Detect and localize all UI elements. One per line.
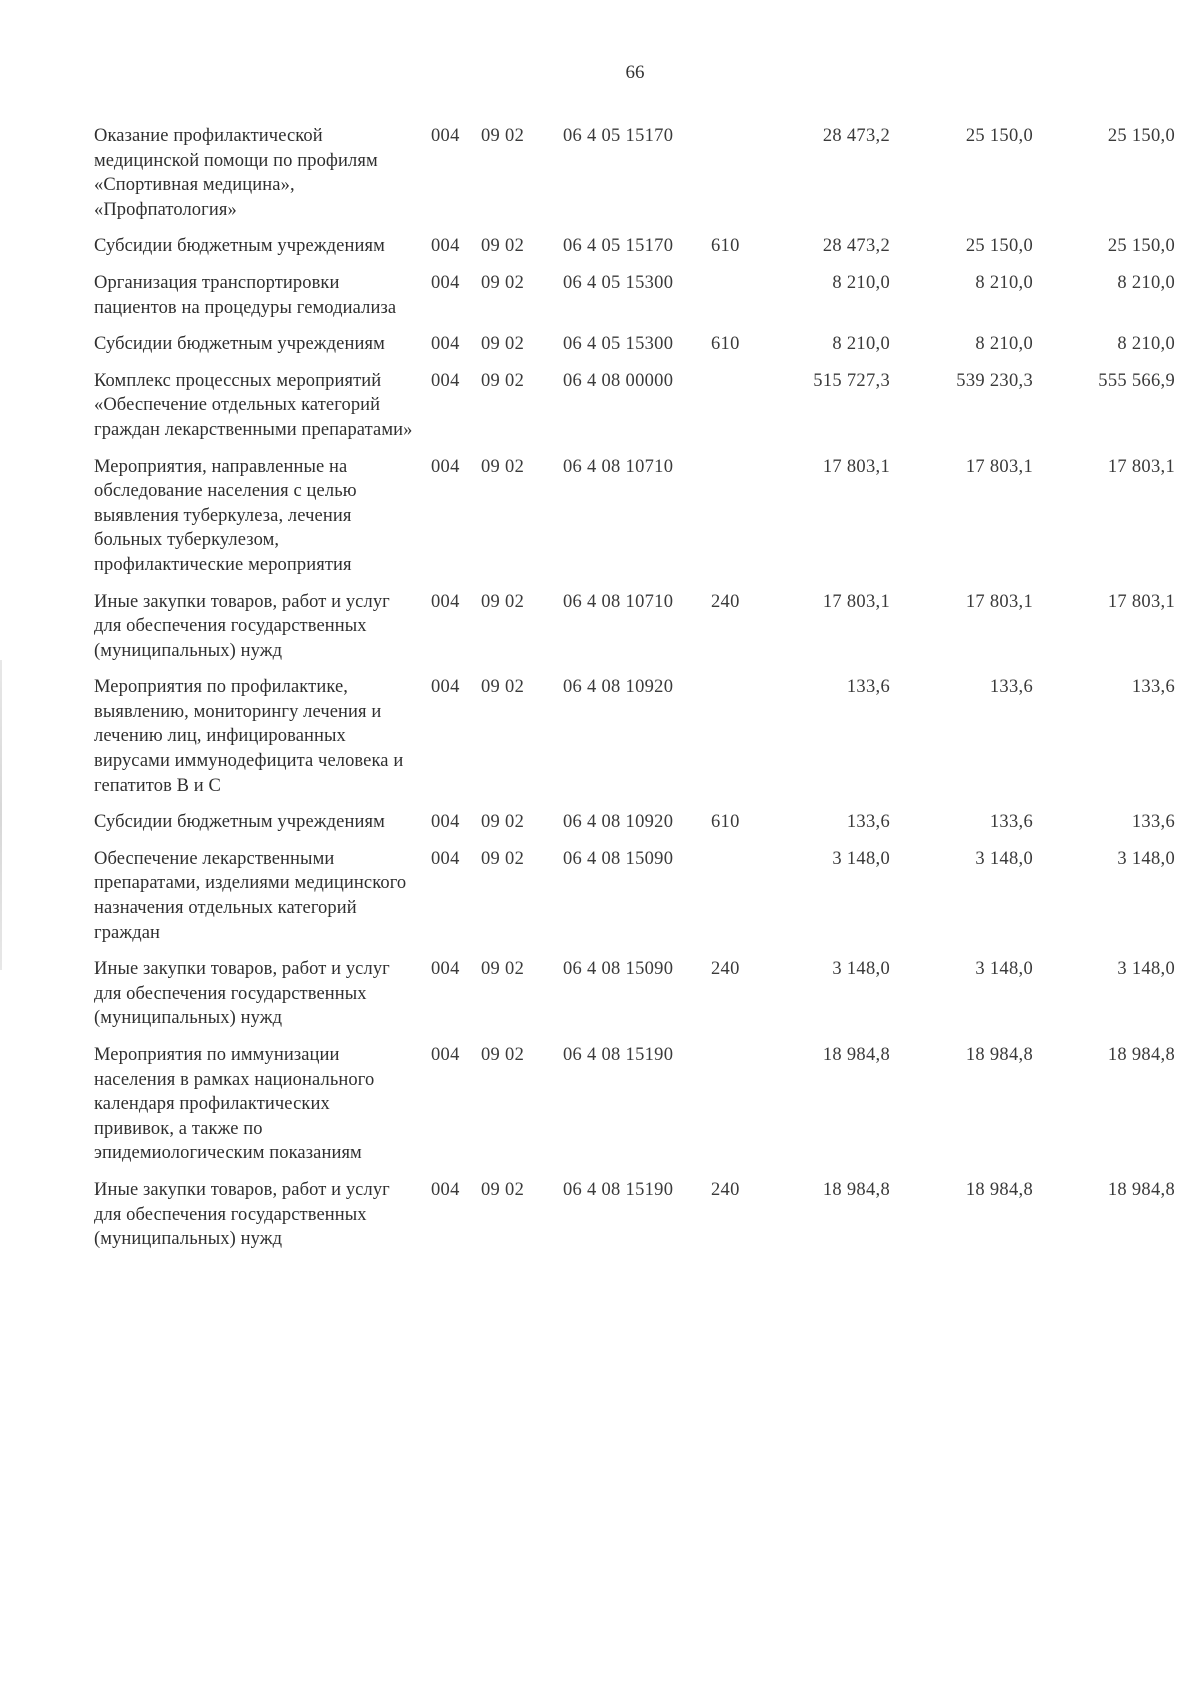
expense-type-code: 610: [711, 812, 740, 833]
ministry-code: 004: [431, 334, 460, 355]
section-code: 09 02: [481, 370, 525, 391]
target-article-code: 06 4 05 15300: [563, 334, 674, 355]
row-description: Иные закупки товаров, работ и услуг для обеспечения государственных (муниципальных) нужд: [94, 1179, 390, 1250]
section-code: 09 02: [481, 1045, 525, 1065]
target-article-code: 06 4 08 10710: [563, 591, 674, 612]
expense-type-code: 240: [711, 591, 740, 612]
section-code: 09 02: [481, 591, 525, 612]
amount-year-1: 133,6: [846, 677, 890, 698]
amount-year-2: 18 984,8: [965, 1045, 1033, 1065]
table-row: [0, 369, 1200, 443]
target-article-code: 06 4 08 10920: [563, 812, 674, 833]
ministry-code: 004: [431, 591, 460, 612]
ministry-code: 004: [431, 236, 460, 257]
expense-type-code: 240: [711, 1179, 740, 1200]
amount-year-2: 539 230,3: [956, 370, 1033, 391]
amount-year-1: 515 727,3: [813, 370, 890, 391]
row-description: Иные закупки товаров, работ и услуг для обеспечения государственных (муниципальных) нужд: [94, 591, 390, 661]
amount-year-1: 17 803,1: [822, 456, 890, 477]
row-description: Организация транспортировки пациентов на процедуры гемодиализа: [94, 272, 397, 318]
table-row: [0, 234, 1200, 259]
amount-year-3: 3 148,0: [1117, 959, 1175, 980]
amount-year-3: 555 566,9: [1098, 370, 1175, 391]
target-article-code: 06 4 08 15090: [563, 959, 674, 980]
amount-year-2: 8 210,0: [975, 272, 1033, 293]
amount-year-2: 25 150,0: [965, 236, 1033, 257]
ministry-code: 004: [431, 1045, 460, 1065]
amount-year-2: 3 148,0: [975, 848, 1033, 869]
section-code: 09 02: [481, 272, 525, 293]
ministry-code: 004: [431, 848, 460, 869]
target-article-code: 06 4 08 10920: [563, 677, 674, 698]
table-row: [0, 455, 1200, 578]
page-number: 66: [625, 62, 645, 83]
section-code: 09 02: [481, 236, 525, 257]
table-row: [0, 810, 1200, 835]
ministry-code: 004: [431, 272, 460, 293]
expense-type-code: 240: [711, 959, 740, 980]
row-description: Комплекс процессных мероприятий «Обеспечение отдельных категорий граждан лекарственными препаратами»: [94, 370, 413, 440]
amount-year-3: 18 984,8: [1107, 1179, 1175, 1200]
target-article-code: 06 4 05 15300: [563, 272, 674, 293]
row-description: Мероприятия по профилактике, выявлению, мониторингу лечения и лечению лиц, инфицированных вирусами иммунодефицита человека и гепатитов B и C: [94, 677, 404, 796]
section-code: 09 02: [481, 959, 525, 980]
ministry-code: 004: [431, 677, 460, 698]
amount-year-3: 8 210,0: [1117, 334, 1175, 355]
table-row: [0, 847, 1200, 945]
expense-type-code: 610: [711, 334, 740, 355]
row-description: Мероприятия, направленные на обследование населения с целью выявления туберкулеза, лечения больных туберкулезом, профилактические мероприятия: [94, 456, 357, 575]
amount-year-1: 8 210,0: [832, 272, 890, 293]
ministry-code: 004: [431, 370, 460, 391]
amount-year-2: 17 803,1: [965, 456, 1033, 477]
amount-year-1: 3 148,0: [832, 959, 890, 980]
target-article-code: 06 4 05 15170: [563, 236, 674, 257]
section-code: 09 02: [481, 126, 525, 146]
row-description: Иные закупки товаров, работ и услуг для обеспечения государственных (муниципальных) нужд: [94, 959, 390, 1029]
section-code: 09 02: [481, 677, 525, 698]
ministry-code: 004: [431, 812, 460, 833]
amount-year-3: 3 148,0: [1117, 848, 1175, 869]
amount-year-2: 133,6: [989, 812, 1033, 833]
row-description: Субсидии бюджетным учреждениям: [94, 334, 385, 355]
amount-year-3: 133,6: [1131, 677, 1175, 698]
amount-year-3: 18 984,8: [1107, 1045, 1175, 1065]
target-article-code: 06 4 08 10710: [563, 456, 674, 477]
table-row: [0, 271, 1200, 320]
amount-year-2: 133,6: [989, 677, 1033, 698]
ministry-code: 004: [431, 1179, 460, 1200]
table-row: [0, 332, 1200, 357]
table-row: [0, 1043, 1200, 1166]
amount-year-3: 25 150,0: [1107, 126, 1175, 146]
amount-year-1: 18 984,8: [822, 1045, 890, 1065]
amount-year-1: 17 803,1: [822, 591, 890, 612]
amount-year-2: 18 984,8: [965, 1179, 1033, 1200]
target-article-code: 06 4 05 15170: [563, 126, 674, 146]
amount-year-3: 133,6: [1131, 812, 1175, 833]
amount-year-2: 25 150,0: [965, 126, 1033, 146]
section-code: 09 02: [481, 456, 525, 477]
table-row: [0, 124, 1200, 222]
section-code: 09 02: [481, 848, 525, 869]
row-description: Субсидии бюджетным учреждениям: [94, 236, 385, 257]
table-row: [0, 957, 1200, 1031]
target-article-code: 06 4 08 15190: [563, 1045, 674, 1065]
amount-year-2: 8 210,0: [975, 334, 1033, 355]
expense-type-code: 610: [711, 236, 740, 257]
ministry-code: 004: [431, 456, 460, 477]
amount-year-1: 28 473,2: [822, 126, 890, 146]
amount-year-1: 28 473,2: [822, 236, 890, 257]
section-code: 09 02: [481, 334, 525, 355]
amount-year-2: 17 803,1: [965, 591, 1033, 612]
target-article-code: 06 4 08 15090: [563, 848, 674, 869]
row-description: Мероприятия по иммунизации населения в рамках национального календаря профилактических прививок, а также по эпидемиологическим показаниям: [94, 1045, 375, 1164]
table-row: [0, 1178, 1200, 1252]
amount-year-3: 17 803,1: [1107, 591, 1175, 612]
section-code: 09 02: [481, 812, 525, 833]
target-article-code: 06 4 08 00000: [563, 370, 674, 391]
ministry-code: 004: [431, 959, 460, 980]
target-article-code: 06 4 08 15190: [563, 1179, 674, 1200]
amount-year-1: 8 210,0: [832, 334, 890, 355]
amount-year-2: 3 148,0: [975, 959, 1033, 980]
ministry-code: 004: [431, 126, 460, 146]
row-description: Субсидии бюджетным учреждениям: [94, 812, 385, 833]
row-description: Оказание профилактической медицинской помощи по профилям «Спортивная медицина», «Профпатология»: [94, 126, 378, 220]
section-code: 09 02: [481, 1179, 525, 1200]
amount-year-1: 3 148,0: [832, 848, 890, 869]
table-row: [0, 675, 1200, 798]
amount-year-3: 8 210,0: [1117, 272, 1175, 293]
table-row: [0, 590, 1200, 664]
amount-year-1: 133,6: [846, 812, 890, 833]
amount-year-3: 17 803,1: [1107, 456, 1175, 477]
amount-year-1: 18 984,8: [822, 1179, 890, 1200]
row-description: Обеспечение лекарственными препаратами, изделиями медицинского назначения отдельных категорий граждан: [94, 848, 407, 943]
budget-table: [0, 124, 1200, 1264]
amount-year-3: 25 150,0: [1107, 236, 1175, 257]
